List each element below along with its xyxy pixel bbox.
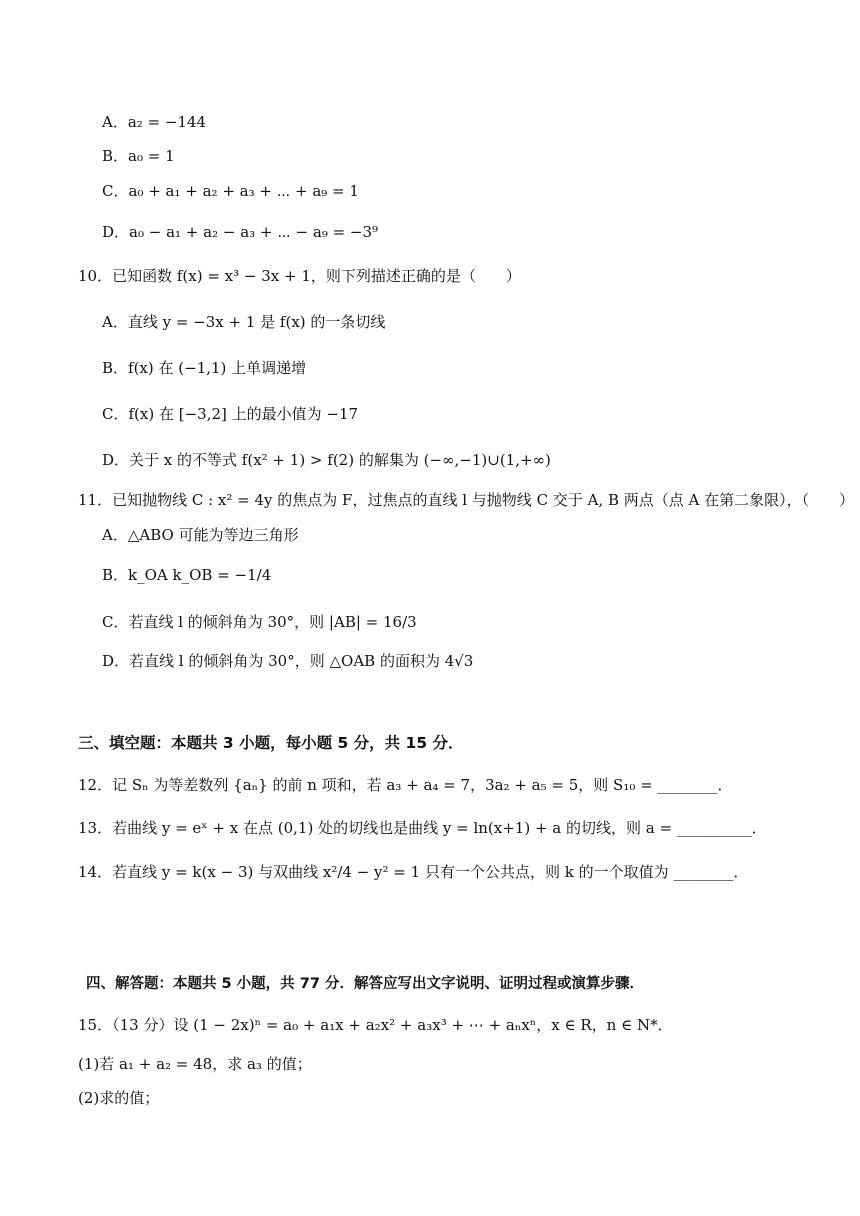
q11-option-a: A．△ABO 可能为等边三角形 xyxy=(102,526,299,544)
q9-option-d: D．a₀ − a₁ + a₂ − a₃ + ⋯ − a₉ = −3⁹ xyxy=(102,223,379,241)
q10-option-b: B．f(x) 在 (−1,1) 上单调递增 xyxy=(102,359,307,377)
q9-option-c: C．a₀ + a₁ + a₂ + a₃ + ⋯ + a₉ = 1 xyxy=(102,182,359,200)
q10-option-c: C．f(x) 在 [−3,2] 上的最小值为 −17 xyxy=(102,405,359,423)
section-3-heading: 三、填空题：本题共 3 小题，每小题 5 分，共 15 分． xyxy=(78,734,464,752)
q11-option-b: B．k_OA k_OB = −1/4 xyxy=(102,566,272,584)
q11-stem: 11．已知抛物线 C : x² = 4y 的焦点为 F，过焦点的直线 l 与抛物线 C 交于 A, B 两点（点 A 在第二象限），（ ） xyxy=(78,491,855,509)
q10-stem: 10．已知函数 f(x) = x³ − 3x + 1，则下列描述正确的是（ ） xyxy=(78,267,521,285)
q11-option-d: D．若直线 l 的倾斜角为 30°，则 △OAB 的面积为 4√3 xyxy=(102,652,474,670)
section-4-heading: 四、解答题：本题共 5 小题，共 77 分．解答应写出文字说明、证明过程或演算步骤． xyxy=(86,976,644,992)
q14: 14．若直线 y = k(x − 3) 与双曲线 x²/4 − y² = 1 只有一个公共点，则 k 的一个取值为 ________． xyxy=(78,863,749,881)
q9-option-a: A．a₂ = −144 xyxy=(102,113,207,131)
q15-part-2: (2)求的值； xyxy=(78,1089,160,1107)
q12: 12．记 Sₙ 为等差数列 {aₙ} 的前 n 项和，若 a₃ + a₄ = 7，3a₂ + a₅ = 5，则 S₁₀ = ________． xyxy=(78,776,733,794)
q10-option-d: D．关于 x 的不等式 f(x² + 1) > f(2) 的解集为 (−∞,−1)∪(1,+∞) xyxy=(102,451,551,469)
q13: 13．若曲线 y = eˣ + x 在点 (0,1) 处的切线也是曲线 y = ln(x+1) + a 的切线，则 a = __________． xyxy=(78,819,767,837)
q15-part-1: (1)若 a₁ + a₂ = 48，求 a₃ 的值； xyxy=(78,1055,312,1073)
q15-stem: 15．（13 分）设 (1 − 2x)ⁿ = a₀ + a₁x + a₂x² + a₃x³ + ⋯ + aₙxⁿ，x ∈ R，n ∈ N*． xyxy=(78,1016,673,1034)
q9-option-b: B．a₀ = 1 xyxy=(102,147,175,165)
q10-option-a: A．直线 y = −3x + 1 是 f(x) 的一条切线 xyxy=(102,313,386,331)
q11-option-c: C．若直线 l 的倾斜角为 30°，则 |AB| = 16/3 xyxy=(102,613,417,631)
